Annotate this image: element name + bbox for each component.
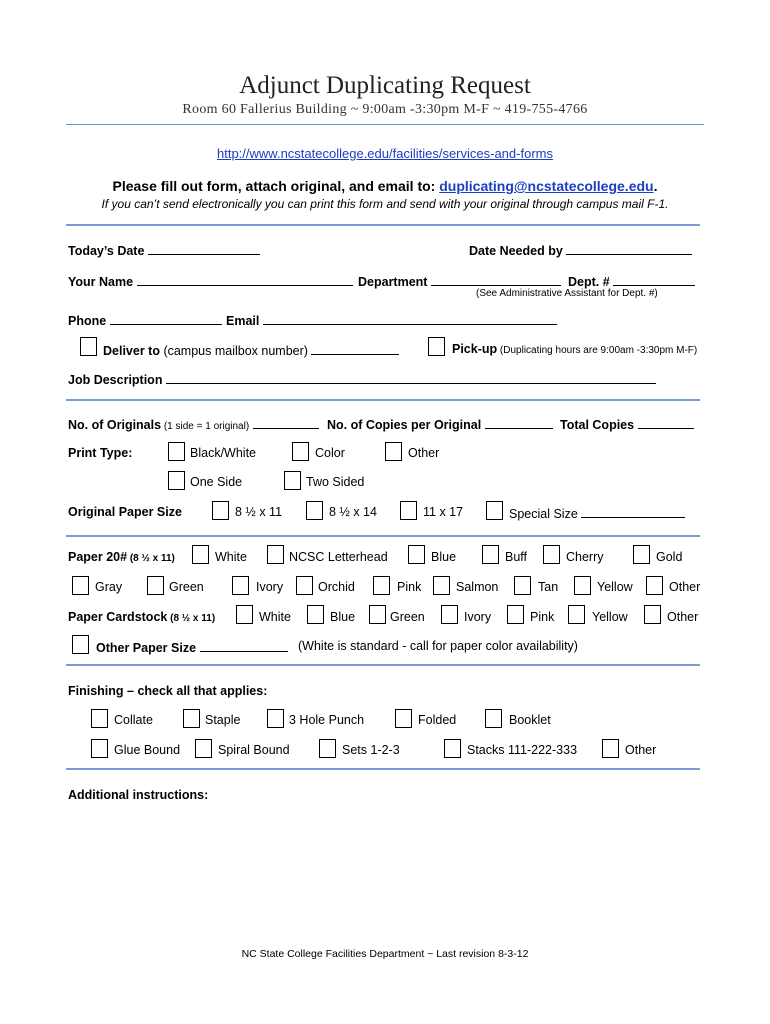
special-size-checkbox[interactable]	[486, 501, 503, 520]
paper20-gold-checkbox[interactable]	[633, 545, 650, 564]
sets-checkbox[interactable]	[319, 739, 336, 758]
gray-checkbox[interactable]	[72, 576, 89, 595]
finishing-title: Finishing – check all that applies:	[68, 684, 268, 698]
size-8x14-checkbox[interactable]	[306, 501, 323, 520]
finishing-other-label: Other	[625, 743, 657, 757]
stacks-label: Stacks 111-222-333	[467, 743, 578, 757]
cardstock-ivory-label: Ivory	[464, 610, 492, 624]
department-label: Department	[358, 273, 561, 289]
paper20-pink-label: Pink	[397, 580, 422, 594]
print-other-checkbox[interactable]	[385, 442, 402, 461]
job-description-label: Job Description	[68, 371, 656, 387]
size-8x14-label: 8 ½ x 14	[329, 505, 377, 519]
ncsc-letterhead-checkbox[interactable]	[267, 545, 284, 564]
total-copies-label: Total Copies	[560, 416, 694, 432]
cardstock-white-label: White	[259, 610, 291, 624]
cardstock-ivory-checkbox[interactable]	[441, 605, 458, 624]
special-size-label: Special Size	[509, 505, 685, 521]
forms-url-link[interactable]: http://www.ncstatecollege.edu/facilities/services-and-forms	[217, 146, 553, 161]
collate-checkbox[interactable]	[91, 709, 108, 728]
cardstock-white-checkbox[interactable]	[236, 605, 253, 624]
job-description-field[interactable]	[166, 371, 656, 384]
tan-checkbox[interactable]	[514, 576, 531, 595]
cardstock-green-checkbox[interactable]	[369, 605, 386, 624]
section-divider	[66, 664, 700, 666]
cardstock-yellow-checkbox[interactable]	[568, 605, 585, 624]
spiral-bound-checkbox[interactable]	[195, 739, 212, 758]
copies-per-original-label: No. of Copies per Original	[327, 416, 553, 432]
paper20-yellow-checkbox[interactable]	[574, 576, 591, 595]
folded-label: Folded	[418, 713, 457, 727]
paper20-pink-checkbox[interactable]	[373, 576, 390, 595]
cardstock-yellow-label: Yellow	[592, 610, 628, 624]
paper20-white-checkbox[interactable]	[192, 545, 209, 564]
paper-color-note: (White is standard - call for paper color availability)	[298, 639, 578, 653]
instruction-suffix: .	[653, 178, 658, 194]
two-sided-label: Two Sided	[306, 475, 365, 489]
phone-label: Phone	[68, 312, 222, 328]
your-name-label: Your Name	[68, 273, 353, 289]
phone-field[interactable]	[110, 312, 222, 325]
paper20-white-label: White	[215, 550, 247, 564]
orchid-label: Orchid	[318, 580, 355, 594]
date-needed-field[interactable]	[566, 242, 692, 255]
salmon-label: Salmon	[456, 580, 499, 594]
paper20-other-label: Other	[669, 580, 701, 594]
two-sided-checkbox[interactable]	[284, 471, 301, 490]
department-field[interactable]	[431, 273, 561, 286]
email-label: Email	[226, 312, 557, 328]
pickup-label: Pick-up (Duplicating hours are 9:00am -3:30pm M-F)	[452, 342, 698, 356]
header-divider	[66, 124, 704, 125]
staple-label: Staple	[205, 713, 241, 727]
cardstock-other-label: Other	[667, 610, 699, 624]
special-size-field[interactable]	[581, 505, 685, 518]
cardstock-green-label: Green	[390, 610, 425, 624]
one-side-label: One Side	[190, 475, 243, 489]
hole-punch-checkbox[interactable]	[267, 709, 284, 728]
mailbox-field[interactable]	[311, 342, 399, 355]
folded-checkbox[interactable]	[395, 709, 412, 728]
booklet-label: Booklet	[509, 713, 551, 727]
collate-label: Collate	[114, 713, 153, 727]
instruction-line	[0, 178, 770, 194]
dept-number-field[interactable]	[613, 273, 695, 286]
section-divider	[66, 399, 700, 401]
hole-punch-label: 3 Hole Punch	[289, 713, 365, 727]
paper20-buff-checkbox[interactable]	[482, 545, 499, 564]
other-paper-size-field[interactable]	[200, 639, 288, 652]
gray-label: Gray	[95, 580, 123, 594]
no-originals-label: No. of Originals (1 side = 1 original)	[68, 416, 319, 432]
additional-instructions-label: Additional instructions:	[68, 788, 209, 802]
paper20-green-checkbox[interactable]	[147, 576, 164, 595]
black-white-label: Black/White	[190, 446, 256, 460]
sets-label: Sets 1-2-3	[342, 743, 400, 757]
paper20-gold-label: Gold	[656, 550, 683, 564]
cardstock-label: Paper Cardstock (8 ½ x 11)	[68, 610, 216, 624]
pickup-checkbox[interactable]	[428, 337, 445, 356]
paper-20-label: Paper 20# (8 ½ x 11)	[68, 550, 175, 564]
cardstock-blue-label: Blue	[330, 610, 356, 624]
salmon-checkbox[interactable]	[433, 576, 450, 595]
other-paper-size-label: Other Paper Size	[96, 639, 288, 655]
date-needed-label: Date Needed by	[469, 242, 692, 258]
paper20-cherry-label: Cherry	[566, 550, 604, 564]
deliver-to-checkbox[interactable]	[80, 337, 97, 356]
form-subtitle: Room 60 Fallerius Building ~ 9:00am -3:30pm M-F ~ 419-755-4766	[182, 102, 588, 117]
original-paper-size-label: Original Paper Size	[68, 505, 182, 519]
paper20-green-label: Green	[169, 580, 204, 594]
booklet-checkbox[interactable]	[485, 709, 502, 728]
color-checkbox[interactable]	[292, 442, 309, 461]
size-8x11-checkbox[interactable]	[212, 501, 229, 520]
cardstock-pink-checkbox[interactable]	[507, 605, 524, 624]
paper20-ivory-checkbox[interactable]	[232, 576, 249, 595]
finishing-other-checkbox[interactable]	[602, 739, 619, 758]
section-divider	[66, 224, 700, 226]
print-type-label: Print Type:	[68, 446, 133, 460]
deliver-to-label: Deliver to (campus mailbox number)	[103, 342, 399, 358]
todays-date-field[interactable]	[148, 242, 260, 255]
section-divider	[66, 535, 700, 537]
copies-per-original-field[interactable]	[485, 416, 553, 429]
one-side-checkbox[interactable]	[168, 471, 185, 490]
paper20-ivory-label: Ivory	[256, 580, 284, 594]
footer-text: NC State College Facilities Department ~ Last revision 8-3-12	[241, 948, 529, 960]
color-label: Color	[315, 446, 345, 460]
orchid-checkbox[interactable]	[296, 576, 313, 595]
black-white-checkbox[interactable]	[168, 442, 185, 461]
staple-checkbox[interactable]	[183, 709, 200, 728]
section-divider	[66, 768, 700, 770]
size-11x17-label: 11 x 17	[423, 505, 464, 519]
form-title: Adjunct Duplicating Request	[239, 72, 531, 99]
other-paper-size-checkbox[interactable]	[72, 635, 89, 654]
cardstock-other-checkbox[interactable]	[644, 605, 661, 624]
todays-date-label: Today’s Date	[68, 242, 260, 258]
dept-number-note: (See Administrative Assistant for Dept. #)	[476, 288, 658, 299]
instruction-prefix: Please fill out form, attach original, and email to:	[112, 178, 440, 194]
email-link[interactable]: duplicating@ncstatecollege.edu	[439, 178, 654, 194]
paper20-buff-label: Buff	[505, 550, 528, 564]
instruction-subtext: If you can’t send electronically you can print this form and send with your original through campus mail F-1.	[101, 197, 669, 211]
paper20-blue-checkbox[interactable]	[408, 545, 425, 564]
ncsc-letterhead-label: NCSC Letterhead	[289, 550, 388, 564]
paper20-blue-label: Blue	[431, 550, 457, 564]
dept-number-label: Dept. #	[568, 273, 695, 289]
size-8x11-label: 8 ½ x 11	[235, 505, 283, 519]
cardstock-blue-checkbox[interactable]	[307, 605, 324, 624]
spiral-bound-label: Spiral Bound	[218, 743, 290, 757]
paper20-other-checkbox[interactable]	[646, 576, 663, 595]
tan-label: Tan	[538, 580, 559, 594]
paper20-yellow-label: Yellow	[597, 580, 633, 594]
glue-bound-label: Glue Bound	[114, 743, 181, 757]
no-originals-field[interactable]	[253, 416, 319, 429]
cardstock-pink-label: Pink	[530, 610, 555, 624]
glue-bound-checkbox[interactable]	[91, 739, 108, 758]
stacks-checkbox[interactable]	[444, 739, 461, 758]
email-field[interactable]	[263, 312, 557, 325]
paper20-cherry-checkbox[interactable]	[543, 545, 560, 564]
size-11x17-checkbox[interactable]	[400, 501, 417, 520]
your-name-field[interactable]	[137, 273, 353, 286]
total-copies-field[interactable]	[638, 416, 694, 429]
print-other-label: Other	[408, 446, 440, 460]
